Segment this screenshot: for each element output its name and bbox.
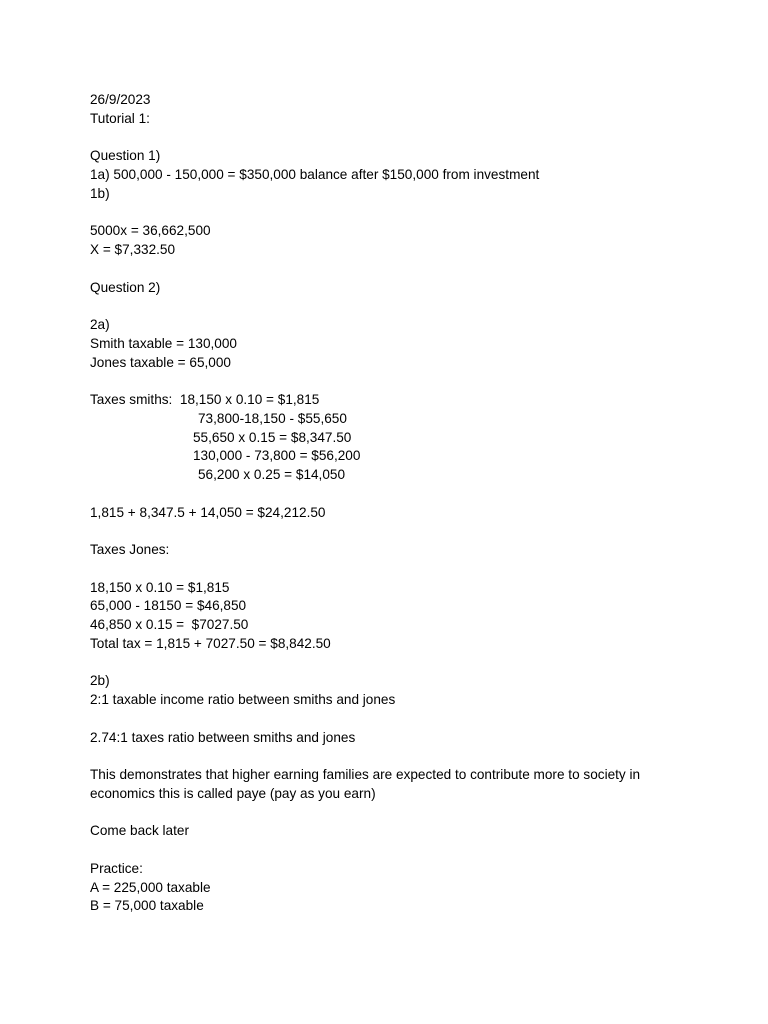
- document-page: [90, 91, 690, 916]
- equation-line: X = $7,332.50: [90, 242, 176, 257]
- practice-heading: Practice:: [90, 860, 143, 876]
- smith-calc-line: 73,800-18,150 - $55,650: [198, 410, 347, 426]
- blank-line: [90, 129, 690, 148]
- answer-2b-label: 2b): [90, 673, 110, 689]
- question-1-heading: Question 1): [90, 148, 161, 164]
- blank-line: [90, 654, 690, 673]
- blank-line: [90, 710, 690, 729]
- jones-calc-line: 65,000 - 18150 = $46,850: [90, 598, 247, 614]
- practice-a: A = 225,000 taxable: [90, 879, 211, 895]
- blank-line: [90, 841, 690, 860]
- smith-calc-line: 55,650 x 0.15 = $8,347.50: [193, 429, 352, 445]
- jones-calc-line: 18,150 x 0.10 = $1,815: [90, 579, 230, 595]
- conclusion-paragraph: This demonstrates that higher earning families are expected to contribute more to society in economics this is called paye (pay as you earn): [90, 767, 641, 801]
- smith-calc-line: 130,000 - 73,800 = $56,200: [193, 448, 361, 464]
- jones-total: Total tax = 1,815 + 7027.50 = $8,842.50: [90, 635, 331, 651]
- income-ratio: 2:1 taxable income ratio between smiths and jones: [90, 692, 396, 707]
- blank-line: [90, 204, 690, 223]
- answer-2a-label: 2a): [90, 317, 110, 332]
- blank-line: [90, 260, 690, 279]
- come-back-note: Come back later: [90, 823, 189, 839]
- answer-1a: 1a) 500,000 - 150,000 = $350,000 balance after $150,000 from investment: [90, 167, 540, 182]
- document-title: Tutorial 1:: [90, 110, 150, 126]
- answer-1b-label: 1b): [90, 185, 110, 201]
- blank-line: [90, 372, 690, 391]
- date-line: 26/9/2023: [90, 92, 151, 107]
- practice-b: B = 75,000 taxable: [90, 898, 204, 914]
- blank-line: [90, 747, 690, 766]
- smith-taxable: Smith taxable = 130,000: [90, 335, 237, 351]
- equation-line: 5000x = 36,662,500: [90, 223, 211, 239]
- blank-line: [90, 522, 690, 541]
- jones-heading: Taxes Jones:: [90, 542, 170, 557]
- blank-line: [90, 804, 690, 823]
- jones-taxable: Jones taxable = 65,000: [90, 354, 231, 370]
- blank-line: [90, 297, 690, 316]
- jones-calc-line: 46,850 x 0.15 = $7027.50: [90, 617, 249, 632]
- smith-calc-line: Taxes smiths: 18,150 x 0.10 = $1,815: [90, 392, 320, 407]
- smith-total: 1,815 + 8,347.5 + 14,050 = $24,212.50: [90, 504, 326, 520]
- question-2-heading: Question 2): [90, 279, 161, 295]
- taxes-ratio: 2.74:1 taxes ratio between smiths and jones: [90, 729, 356, 745]
- blank-line: [90, 485, 690, 504]
- smith-calc-line: 56,200 x 0.25 = $14,050: [198, 467, 346, 482]
- blank-line: [90, 560, 690, 579]
